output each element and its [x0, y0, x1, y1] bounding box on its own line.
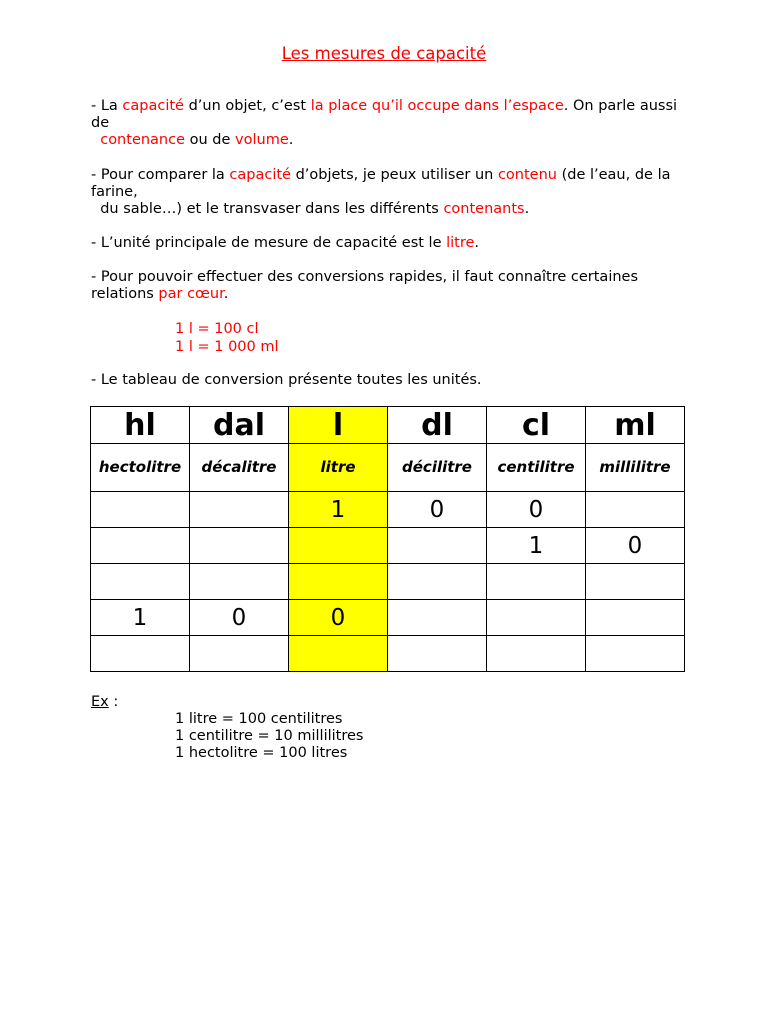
table-cell: [289, 564, 388, 600]
table-cell: [91, 564, 190, 600]
table-row: [91, 600, 685, 636]
table-cell: [190, 636, 289, 672]
unit-name-millilitre: millilitre: [586, 444, 685, 492]
unit-name-litre: litre: [289, 444, 388, 492]
table-cell: [487, 564, 586, 600]
table-cell: [388, 636, 487, 672]
table-cell: [190, 564, 289, 600]
unit-hl: hl: [91, 407, 190, 444]
unit-name-hectolitre: hectolitre: [91, 444, 190, 492]
table-cell: [289, 528, 388, 564]
table-cell: 1: [487, 528, 586, 564]
table-cell: [289, 636, 388, 672]
unit-ml: ml: [586, 407, 685, 444]
table-row: [91, 492, 685, 528]
table-cell: [91, 492, 190, 528]
unit-name-row: [91, 444, 685, 492]
page-title: Les mesures de capacité: [281, 44, 487, 63]
table-cell: [388, 564, 487, 600]
example-line: 1 litre = 100 centilitres: [175, 711, 343, 727]
table-cell: 0: [388, 492, 487, 528]
table-cell: [388, 600, 487, 636]
unit-name-decalitre: décalitre: [190, 444, 289, 492]
unit-name-centilitre: centilitre: [487, 444, 586, 492]
paragraph-table-intro: - Le tableau de conversion présente toutes les unités.: [91, 372, 482, 388]
unit-l: l: [289, 407, 388, 444]
example-line: 1 hectolitre = 100 litres: [175, 745, 348, 761]
paragraph-compare-capacity: - Pour comparer la capacité d’objets, je peux utiliser un contenu (de l’eau, de la farine, du sable…) et le transvaser dans les différents contenants.: [91, 167, 671, 217]
table-cell: [487, 636, 586, 672]
table-cell: [487, 600, 586, 636]
unit-dal: dal: [190, 407, 289, 444]
table-cell: 0: [190, 600, 289, 636]
table-cell: [91, 528, 190, 564]
table-cell: [190, 528, 289, 564]
examples-label: Ex :: [91, 694, 119, 710]
table-cell: [586, 564, 685, 600]
paragraph-main-unit: - L’unité principale de mesure de capacité est le litre.: [91, 235, 480, 251]
table-row: [91, 636, 685, 672]
unit-dl: dl: [388, 407, 487, 444]
table-row: [91, 528, 685, 564]
paragraph-conversions: - Pour pouvoir effectuer des conversions rapides, il faut connaître certaines relations par cœur.: [91, 269, 639, 302]
table-cell: [388, 528, 487, 564]
table-cell: 0: [289, 600, 388, 636]
table-cell: [586, 492, 685, 528]
table-cell: [190, 492, 289, 528]
table-cell: [586, 636, 685, 672]
relation-litre-millilitre: 1 l = 1 000 ml: [175, 339, 279, 355]
table-cell: 1: [289, 492, 388, 528]
table-cell: 0: [487, 492, 586, 528]
unit-abbreviation-row: [91, 407, 685, 444]
paragraph-capacity-definition: - La capacité d’un objet, c’est la place qu’il occupe dans l’espace. On parle aussi de contenance ou de volume.: [91, 98, 678, 148]
table-cell: [586, 600, 685, 636]
example-line: 1 centilitre = 10 millilitres: [175, 728, 364, 744]
unit-cl: cl: [487, 407, 586, 444]
conversion-table: [90, 406, 685, 672]
table-cell: [91, 636, 190, 672]
table-cell: 0: [586, 528, 685, 564]
table-cell: 1: [91, 600, 190, 636]
unit-name-decilitre: décilitre: [388, 444, 487, 492]
relation-litre-centilitre: 1 l = 100 cl: [175, 321, 259, 337]
table-row: [91, 564, 685, 600]
